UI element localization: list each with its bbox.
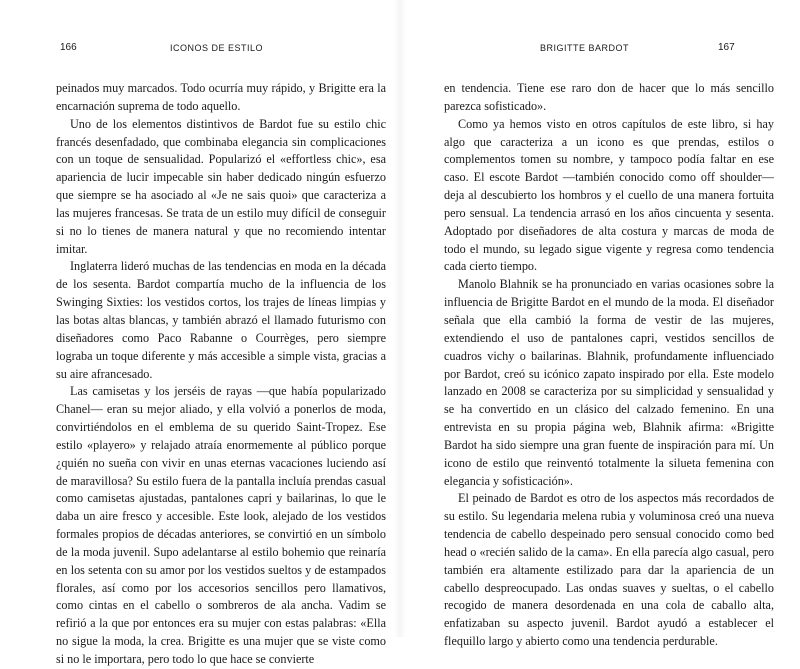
left-page: [0, 0, 400, 666]
paragraph: en tendencia. Tiene ese raro don de hacer que lo más sencillo parezca sofisticado».: [444, 81, 774, 113]
body-text: [56, 80, 386, 669]
right-page: [400, 0, 800, 649]
paragraph: Manolo Blahnik se ha pronunciado en varias ocasiones sobre la influencia de Brigitte Bardot en el mundo de la moda. El diseñador señala que ella cambió la forma de vestir de las mujeres, extendiendo el uso de pantalones capri, vestidos sencillos de cuadros vichy o bailarinas. Blahnik, profundamente influenciado por Bardot, creó su icónico zapato inspirado por ella. Este modelo lanzado en 2008 se caracteriza por su simplicidad y sensualidad y se ha convertido en un clásico del calzado femenino. En una entrevista en su propia página web, Blahnik afirma: «Brigitte Bardot ha sido siempre una gran fuente de inspiración para mí. Un icono de estilo que reinventó totalmente la silueta femenina con elegancia y sofisticación».: [444, 277, 774, 488]
page-number: 167: [718, 42, 735, 53]
paragraph: Inglaterra lideró muchas de las tendencias en moda en la década de los sesenta. Bardot compartía mucho de la influencia de los Swinging Sixties: los vestidos cortos, los trajes de líneas limpias y las botas altas blancas, y también abrazó el llamado futurismo con diseñadores como Paco Rabanne o Courrèges, pero siempre lograba un toque diferente y más accesible a simple vista, gracias a su aire afrancesado.: [56, 259, 386, 381]
paragraph: Las camisetas y los jerséis de rayas —que había popularizado Chanel— eran su mejor aliado, y ella volvió a ponerlos de moda, convirtiéndolos en el emblema de su querido Saint-Tropez. Ese estilo «playero» y relajado atraía enormemente al público porque ¿quién no sueña con vivir en unas eternas vacaciones luciendo así de maravillosa? Su estilo fuera de la pantalla incluía prendas casual como camisetas ajustadas, pantalones capri y bailarinas, lo que le daba un aire fresco y accesible. Este look, alejado de los vestidos formales propios de décadas anteriores, se convirtió en un símbolo de la moda juvenil. Supo adelantarse al estilo bohemio que reinaría en los setenta con su amor por los vestidos sueltos y de estampados florales, así como por los accesorios sencillos pero llamativos, como cintas en el cabello o sombreros de ala ancha. Vadim se refirió a la que por entonces era su mujer con estas palabras: «Ella no sigue la moda, la crea. Brigitte es una mujer que se viste como si no le importara, pero todo lo que hace se convierte: [56, 384, 386, 666]
body-text: [444, 80, 774, 651]
page-number: 166: [60, 42, 77, 53]
paragraph: Como ya hemos visto en otros capítulos de este libro, si hay algo que caracteriza a un icono es que prendas, estilos o complementos tomen su nombre, y tampoco podía faltar en ese caso. El escote Bardot —también conocido como off shoulder— deja al descubierto los hombros y el cuello de una manera fortuita pero sensual. La tendencia arrasó en los años cincuenta y sesenta. Adoptado por diseñadores de alta costura y marcas de moda de todo el mundo, su legado sigue vigente y regresa como tendencia cada cierto tiempo.: [444, 116, 774, 274]
gutter-shadow: [400, 0, 406, 637]
paragraph: peinados muy marcados. Todo ocurría muy rápido, y Brigitte era la encarnación suprema de todo aquello.: [56, 81, 386, 113]
running-head: ICONOS DE ESTILO: [170, 43, 264, 53]
paragraph: El peinado de Bardot es otro de los aspectos más recordados de su estilo. Su legendaria melena rubia y voluminosa creó una nueva tendencia de cabello despeinado pero sensual conocido como bed head o «recién salido de la cama». En ella parecía algo casual, pero también era altamente estilizado para dar la apariencia de un cabello despreocupado. Las ondas suaves y sueltas, o el cabello recogido de manera desordenada en una cola de caballo alta, enfatizaban su aspecto juvenil. Bardot ayudó a establecer el flequillo largo y abierto como una tendencia perdurable.: [444, 491, 774, 649]
running-head: BRIGITTE BARDOT: [540, 43, 630, 53]
paragraph: Uno de los elementos distintivos de Bardot fue su estilo chic francés desenfadado, que combinaba elegancia sin complicaciones con un toque de sensualidad. Popularizó el «effortless chic», esa apariencia de lucir impecable sin haber dedicado ningún esfuerzo que siempre se ha asociado al «Je ne sais quoi» que caracteriza a las mujeres francesas. Se trata de un estilo muy difícil de conseguir si no lo tienes de manera natural y que no recomiendo intentar imitar.: [56, 116, 386, 256]
